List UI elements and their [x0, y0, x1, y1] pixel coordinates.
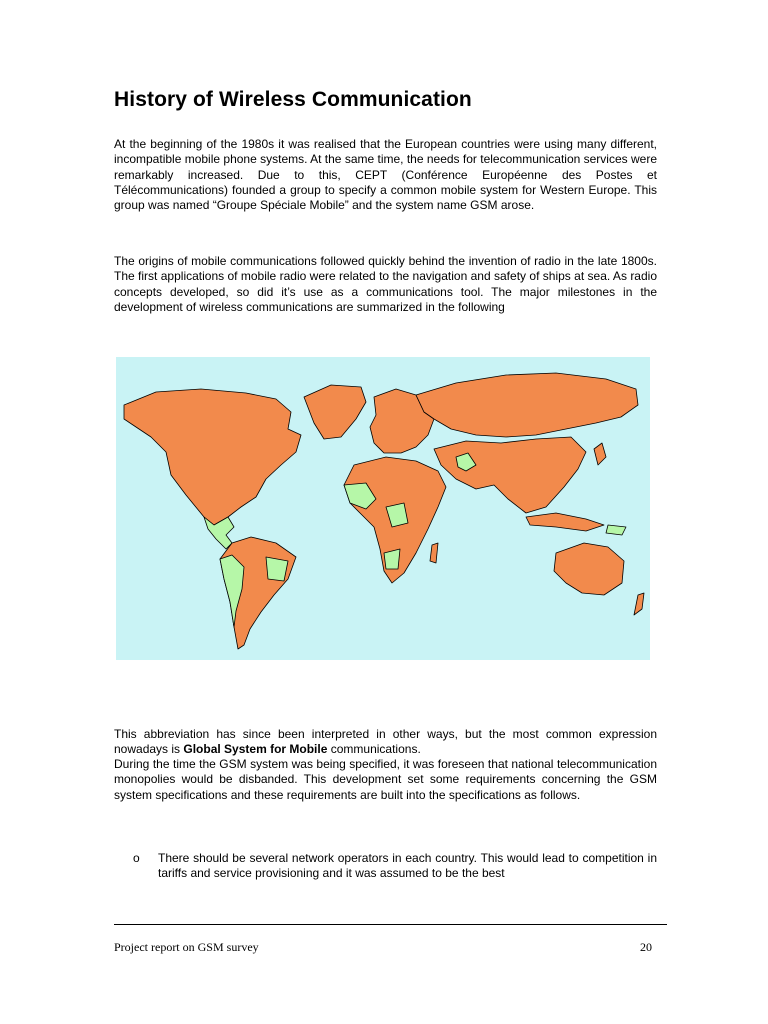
map-png	[606, 525, 626, 535]
map-new-zealand	[634, 593, 644, 615]
abbreviation-paragraph	[114, 727, 657, 758]
requirements-paragraph: During the time the GSM system was being specified, it was foreseen that national telecommunication monopolies would be disbanded. This development set some requirements concerning the GSM system specifications and these requirements are built into the specifications as follows.	[114, 757, 657, 802]
map-africa-south	[384, 549, 400, 569]
map-greenland	[304, 385, 366, 439]
origins-paragraph: The origins of mobile communications followed quickly behind the invention of radio in the late 1800s. The first applications of mobile radio were related to the navigation and safety of ships at sea. As radio concepts developed, so did it’s use as a communications tool. The major milestones in the development of wireless communications are summarized in the following	[114, 254, 657, 314]
map-asia-south	[434, 437, 586, 513]
map-japan	[594, 443, 606, 465]
footer-page-number: 20	[640, 940, 652, 954]
map-north-america	[124, 389, 301, 525]
map-australia	[554, 543, 624, 595]
map-madagascar	[430, 543, 438, 563]
bullet-list-item	[133, 851, 657, 882]
map-south-america-east	[266, 557, 288, 581]
world-map-figure	[116, 357, 650, 660]
footer-divider	[114, 924, 667, 925]
intro-paragraph: At the beginning of the 1980s it was realised that the European countries were using many different, incompatible mobile phone systems. At the same time, the needs for telecommunication services were remarkably increased. Due to this, CEPT (Conférence Européenne des Postes et Télécommunications) founded a group to specify a common mobile system for Western Europe. This group was named “Groupe Spéciale Mobile” and the system name GSM arose.	[114, 137, 657, 213]
map-indonesia	[526, 513, 604, 531]
bullet-text: There should be several network operators in each country. This would lead to competition in tariffs and service provisioning and it was assumed to be the best	[158, 851, 657, 881]
gsm-expansion-bold: Global System for Mobile	[183, 742, 328, 757]
abbreviation-text-after: communications.	[327, 742, 421, 757]
world-map-graphic	[116, 357, 650, 660]
page-title: History of Wireless Communication	[114, 88, 472, 111]
map-russia	[416, 373, 638, 437]
footer-report-title: Project report on GSM survey	[114, 940, 259, 954]
map-central-america	[204, 517, 234, 549]
abbreviation-text-before: This abbreviation has since been interpreted in other ways, but the most common expression nowadays is	[114, 727, 657, 757]
bullet-marker: o	[133, 851, 140, 865]
